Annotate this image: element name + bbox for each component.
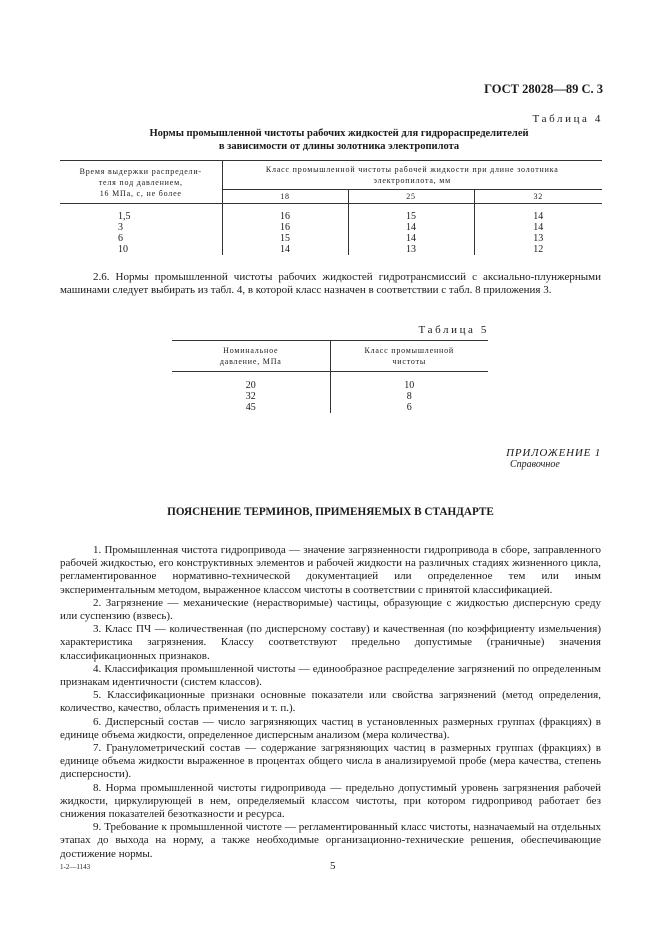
header-line: электропилота, мм (373, 176, 452, 185)
table-cell: 15 (348, 211, 474, 222)
table-cell: 14 (474, 211, 602, 222)
table-cell: 8 (330, 391, 488, 402)
table-cell: 14 (474, 222, 602, 233)
table-4 (60, 160, 602, 255)
header-line: 16 МПа, с, не более (99, 188, 182, 198)
table-cell: 16 (222, 222, 348, 233)
section-title: ПОЯСНЕНИЕ ТЕРМИНОВ, ПРИМЕНЯЕМЫХ В СТАНДАРТЕ (167, 506, 494, 518)
table-row (60, 244, 602, 255)
table-5-col2-header (330, 341, 488, 372)
table-cell: 14 (222, 244, 348, 255)
table-cell: 10 (330, 380, 488, 391)
table-cell: 12 (474, 244, 602, 255)
table-cell: 13 (474, 233, 602, 244)
table-row (172, 391, 488, 402)
table-cell: 32 (245, 391, 256, 402)
table-4-group-header (222, 161, 602, 190)
table-cell: 14 (348, 222, 474, 233)
page-number: 5 (330, 860, 336, 872)
document-header: ГОСТ 28028—89 С. 3 (484, 82, 603, 96)
header-line: теля под давлением, (98, 177, 183, 187)
table-row (60, 233, 602, 244)
appendix-type: Справочное (510, 459, 560, 470)
header-line: Класс промышленной (364, 346, 454, 355)
term-item: 1. Промышленная чистота гидропривода — значение загрязненности гидропривода в сборе, заправленного рабочей жидкостью, его конструктивных элементов и рабочей жидкости на различных стадиях жизненного цикла, регламентированное нормативно-технической документацией или определенное тем или иным экспериментальным методом, выраженное классом чистоты в соответствии с принятой классификацией. (60, 544, 601, 596)
header-line: чистоты (392, 357, 427, 366)
length-header: 32 (474, 190, 602, 204)
term-item: 5. Классификационные признаки основные показатели или свойства загрязнений (метод определения, количество, качество, область применения и т. п.). (60, 689, 601, 715)
term-item: 2. Загрязнение — механические (нерастворимые) частицы, образующие с жидкостью дисперсную среду или суспензию (взвесь). (60, 596, 601, 623)
table-row (60, 211, 602, 222)
table-4-title (80, 127, 598, 153)
appendix-title: ПРИЛОЖЕНИЕ 1 (506, 447, 601, 459)
table-cell: 14 (348, 233, 474, 244)
header-line: Класс промышленной чистоты рабочей жидкости при длине золотника (265, 165, 559, 174)
table-5-col1-header (172, 341, 330, 372)
terms-list (60, 544, 601, 861)
table-row (172, 380, 488, 391)
table-cell: 16 (222, 211, 348, 222)
table-row (60, 222, 602, 233)
table-cell: 20 (245, 380, 256, 391)
header-line: Номинальное (223, 346, 279, 355)
table-4-col1-header (60, 161, 222, 204)
length-header: 18 (222, 190, 348, 204)
table-4-label: Таблица 4 (532, 113, 603, 125)
table-4-title-line: в зависимости от длины золотника электропилота (218, 141, 460, 152)
term-item: 7. Гранулометрический состав — содержание загрязняющих частиц в размерных группах (фракциях) в единице объема жидкости выраженное в процентах общего числа в анализируемой пробе (мера качества, степень дисперсности). (60, 742, 601, 781)
paragraph-2-6: 2.6. Нормы промышленной чистоты рабочих жидкостей гидротрансмиссий с аксиально-плунжерными машинами следует выбирать из табл. 4, в которой класс назначен в соответствии с табл. 8 приложения 3. (60, 271, 601, 297)
term-item: 8. Норма промышленной чистоты гидропривода — предельно допустимый уровень загрязнения рабочей жидкости, циркулирующей в нем, определяемый классом чистоты, при котором гидропривод работает без снижения показателей безотказности и ресурса. (60, 781, 601, 821)
table-cell: 6 (118, 233, 123, 244)
table-cell: 13 (348, 244, 474, 255)
table-5 (172, 340, 488, 413)
table-cell: 15 (222, 233, 348, 244)
term-item: 3. Класс ПЧ — количественная (по дисперсному составу) и качественная (по коэффициенту измельчения) характеристика загрязнения. Классу соответствуют предельно допустимые (граничные) значения классификационных признаков. (60, 623, 601, 662)
length-header: 25 (348, 190, 474, 204)
table-cell: 10 (118, 244, 128, 255)
footer-code: 1-2—1143 (60, 863, 91, 871)
header-line: давление, МПа (219, 357, 282, 366)
term-item: 9. Требование к промышленной чистоте — регламентированный класс чистоты, назначаемый на отдельных этапах до выхода на норму, а также необходимые организационно-технические решения, обеспечивающие достижение нормы. (60, 821, 601, 860)
table-cell: 1,5 (118, 211, 131, 222)
table-row (172, 402, 488, 413)
table-cell: 6 (330, 402, 488, 413)
term-item: 6. Дисперсный состав — число загрязняющих частиц в установленных размерных группах (фракциях) в единице объема жидкости, определенное дисперсным анализом (мера количества). (60, 715, 601, 741)
table-4-title-line: Нормы промышленной чистоты рабочих жидкостей для гидрораспределителей (149, 128, 529, 139)
header-line: Время выдержки распредели- (79, 166, 202, 176)
table-cell: 3 (118, 222, 123, 233)
table-cell: 45 (245, 402, 256, 413)
table-5-label: Таблица 5 (418, 324, 489, 336)
term-item: 4. Классификация промышленной чистоты — единообразное распределение загрязнений по определенным признакам идентичности (систем классов). (60, 662, 601, 689)
